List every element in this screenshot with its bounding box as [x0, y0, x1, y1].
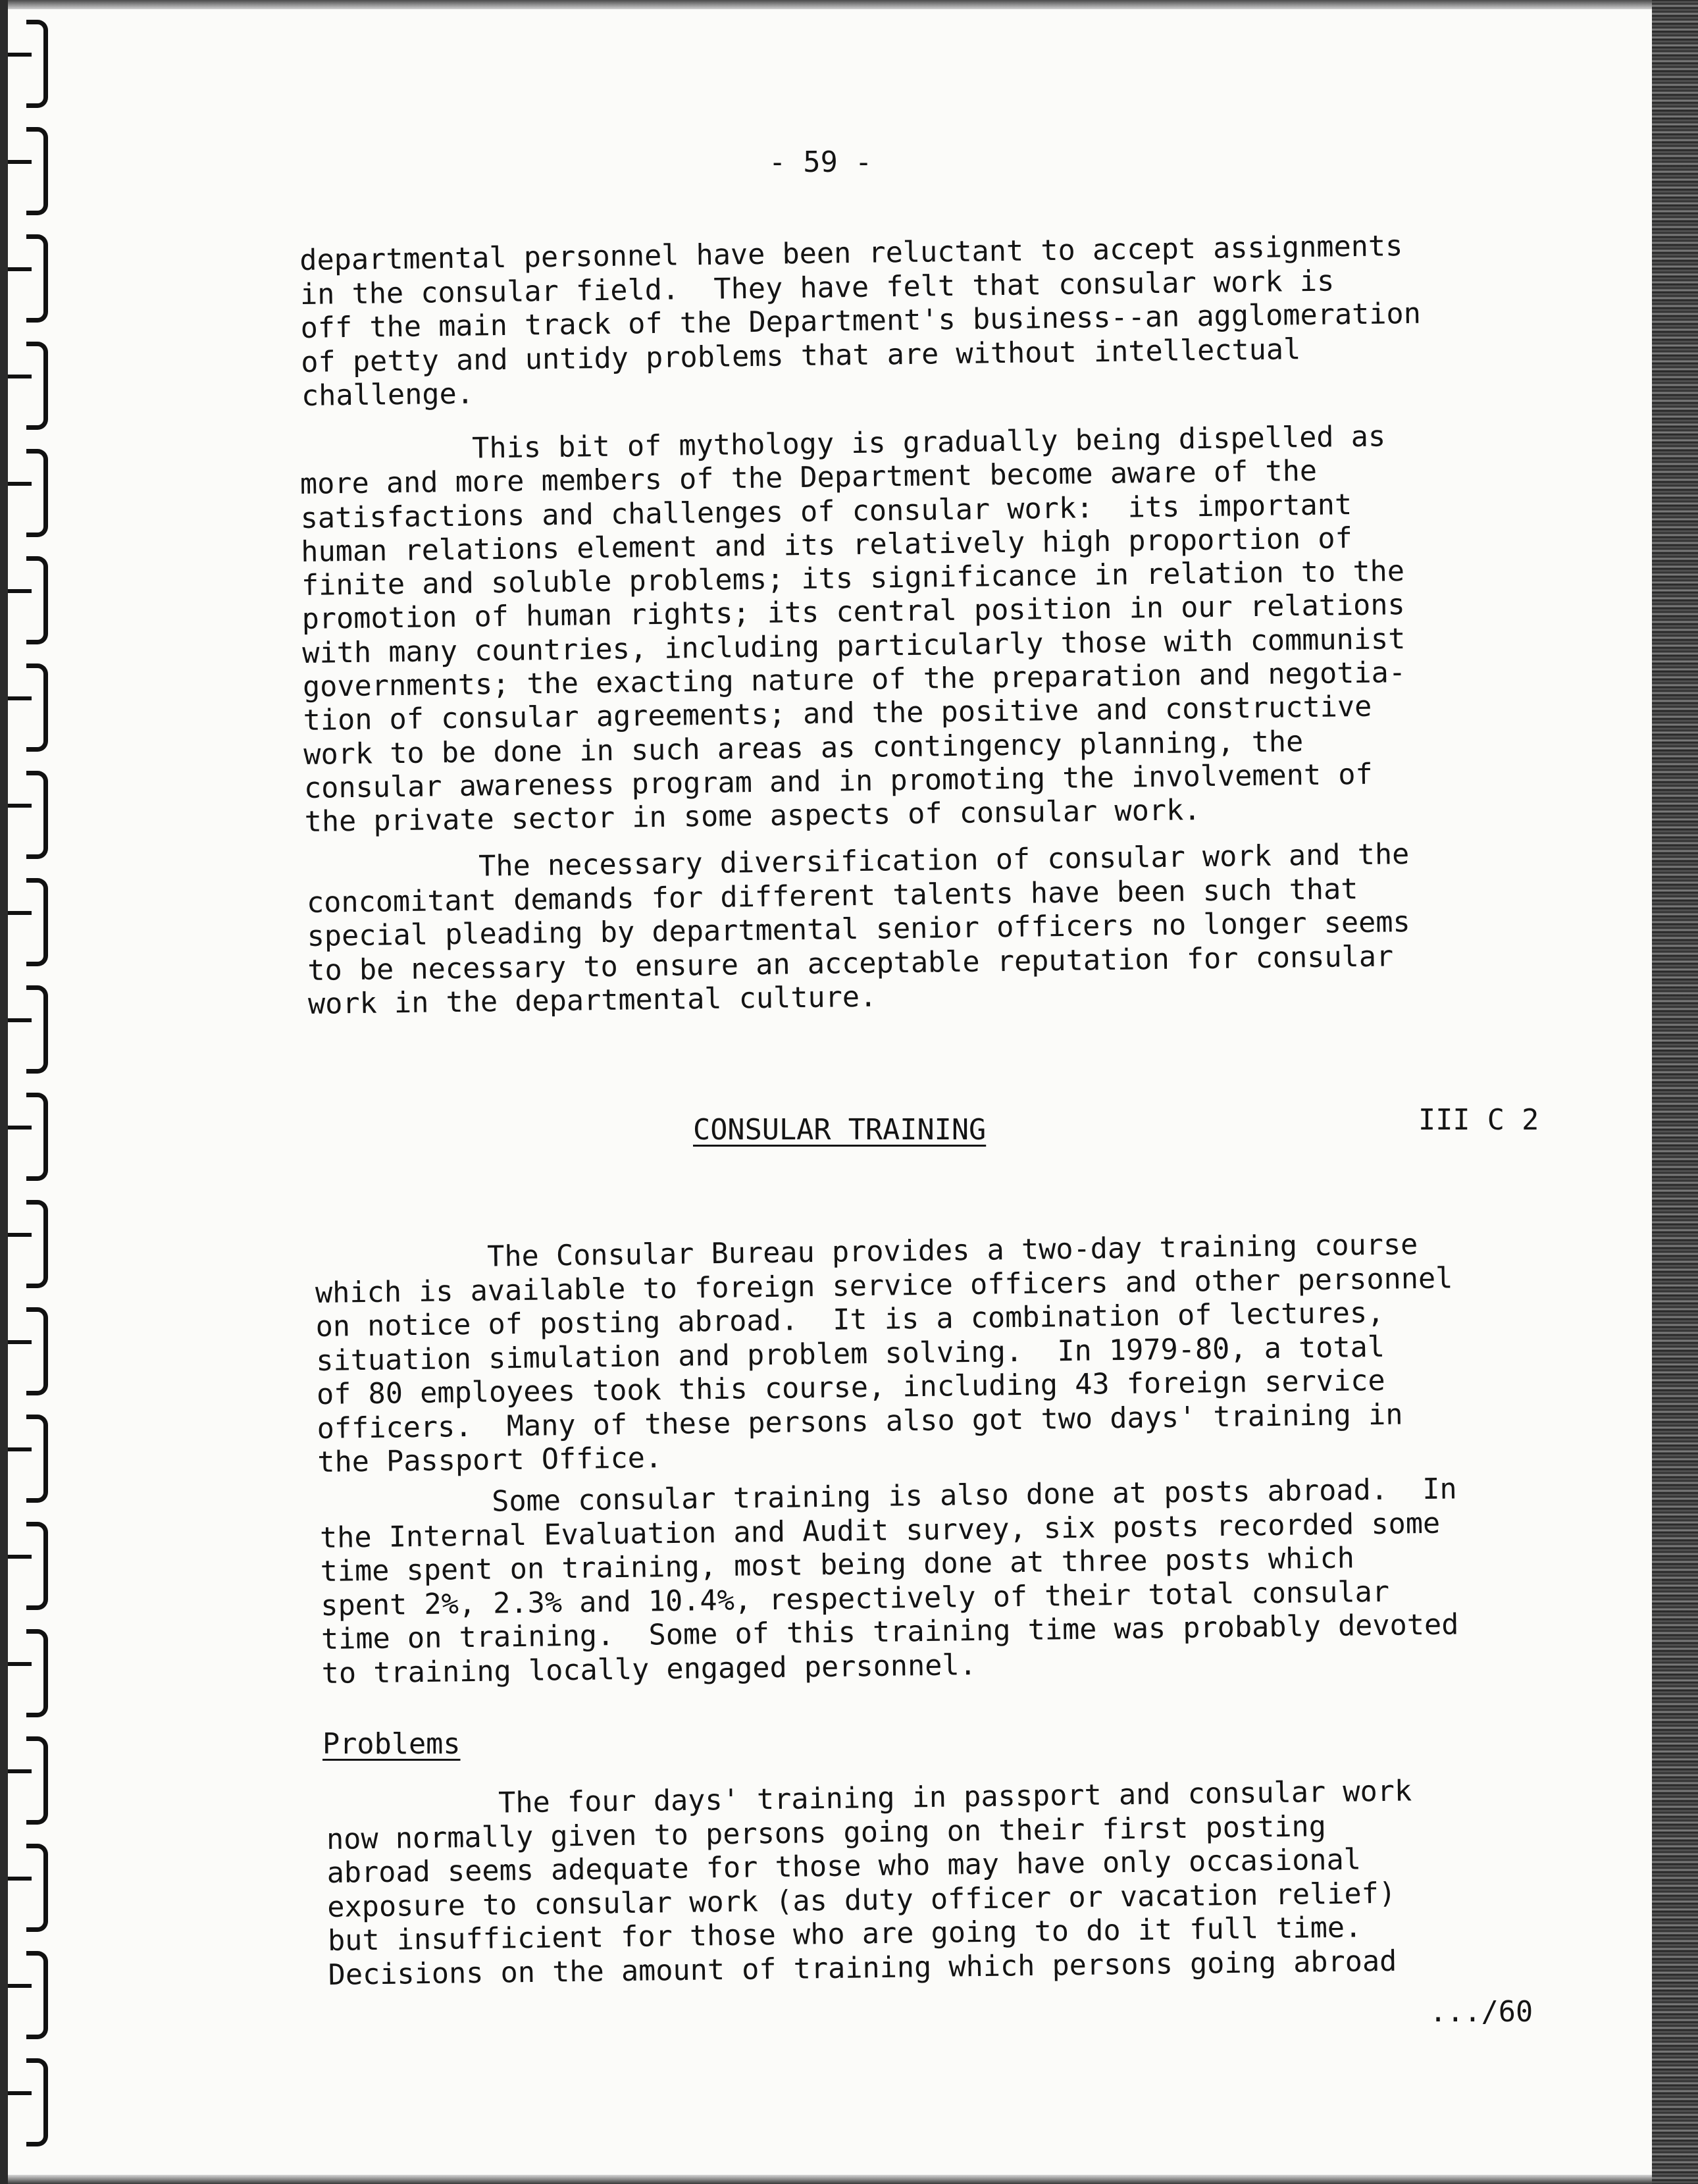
text-line: time spent on training, most being done at three posts which — [320, 1542, 1355, 1588]
section-code: III C 2 — [1418, 1104, 1539, 1137]
binding-ring — [8, 2058, 54, 2144]
text-line: time on training. Some of this training time was probably devoted — [321, 1608, 1459, 1656]
text-line: departmental personnel have been reluctant to accept assignments — [299, 230, 1403, 277]
text-line: concomitant demands for different talents have been such that — [306, 872, 1358, 920]
text-line: work in the departmental culture. — [307, 980, 877, 1021]
text-line: of 80 employees took this course, including 43 foreign service — [316, 1364, 1385, 1411]
text-line: to be necessary to ensure an acceptable reputation for consular — [307, 939, 1394, 987]
binding-ring — [8, 1844, 54, 1929]
paragraph-diversification — [306, 838, 1411, 1022]
binding-ring — [8, 1200, 54, 1286]
paragraph-consular-bureau-course — [315, 1228, 1455, 1480]
text-line: promotion of human rights; its central position in our relations — [301, 588, 1405, 637]
text-line: satisfactions and challenges of consular work: its important — [300, 488, 1352, 535]
text-line: which is available to foreign service officers and other personnel — [315, 1261, 1453, 1310]
section-title: CONSULAR TRAINING — [693, 1114, 987, 1147]
spiral-binding — [8, 20, 61, 2172]
text-line: tion of consular agreements; and the positive and constructive — [303, 690, 1372, 738]
text-line: finite and soluble problems; its significance in relation to the — [301, 555, 1405, 603]
text-line: more and more members of the Department become aware of the — [299, 455, 1318, 502]
text-line: special pleading by departmental senior officers no longer seems — [307, 906, 1410, 953]
binding-ring — [8, 127, 54, 213]
subheading-problems: Problems — [322, 1728, 461, 1761]
binding-ring — [8, 556, 54, 642]
text-line: with many countries, including particularly those with communist — [302, 622, 1406, 670]
binding-ring — [8, 663, 54, 749]
page-number: - 59 - — [769, 146, 873, 179]
binding-ring — [8, 985, 54, 1071]
text-line: but insufficient for those who are going to do it full time. — [327, 1911, 1362, 1958]
text-line: The necessary diversification of consular work and the — [306, 838, 1410, 885]
binding-ring — [8, 1736, 54, 1822]
text-line: the Internal Evaluation and Audit survey, six posts recorded some — [319, 1507, 1441, 1555]
text-line: now normally given to persons going on their first posting — [326, 1809, 1327, 1856]
binding-ring — [8, 771, 54, 856]
binding-ring — [8, 1415, 54, 1500]
binding-ring — [8, 1951, 54, 2037]
text-line: of petty and untidy problems that are without intellectual — [301, 332, 1301, 379]
text-line: the private sector in some aspects of consular work. — [304, 794, 1201, 839]
text-line: spent 2%, 2.3% and 10.4%, respectively of their total consular — [321, 1575, 1390, 1623]
paragraph-training-at-posts — [319, 1472, 1459, 1691]
binding-ring — [8, 878, 54, 964]
text-line: The Consular Bureau provides a two-day training course — [315, 1228, 1418, 1276]
binding-ring — [8, 342, 54, 427]
paragraph-personnel-reluctance — [299, 230, 1422, 414]
text-line: Some consular training is also done at posts abroad. In — [319, 1472, 1458, 1521]
text-line: challenge. — [301, 377, 475, 413]
text-line: consular awareness program and in promoting the involvement of — [303, 758, 1373, 805]
continuation-marker: .../60 — [1429, 1996, 1533, 2029]
binding-ring — [8, 234, 54, 320]
text-line: human relations element and its relatively high proportion of — [301, 521, 1353, 569]
binding-ring — [8, 1629, 54, 1715]
binding-ring — [8, 1093, 54, 1178]
paragraph-problems — [326, 1775, 1414, 1992]
text-line: the Passport Office. — [317, 1442, 663, 1479]
binding-ring — [8, 20, 54, 105]
text-line: abroad seems adequate for those who may have only occasional — [326, 1843, 1362, 1890]
binding-ring — [8, 1307, 54, 1393]
text-line: officers. Many of these persons also got two days' training in — [317, 1397, 1403, 1445]
scan-edge-top — [0, 0, 1698, 9]
binding-ring — [8, 449, 54, 534]
text-line: work to be done in such areas as contingency planning, the — [303, 725, 1304, 771]
scan-edge-bottom — [0, 2175, 1698, 2184]
text-line: situation simulation and problem solving. In 1979-80, a total — [316, 1330, 1385, 1378]
text-line: exposure to consular work (as duty officer or vacation relief) — [327, 1877, 1397, 1924]
text-line: in the consular field. They have felt that consular work is — [299, 264, 1335, 311]
binding-ring — [8, 1522, 54, 1607]
paragraph-mythology-dispelled — [299, 420, 1408, 839]
text-line: governments; the exacting nature of the preparation and negotia- — [302, 656, 1406, 704]
scan-edge-right — [1652, 0, 1698, 2184]
text-line: to training locally engaged personnel. — [321, 1648, 977, 1690]
text-line: This bit of mythology is gradually being dispelled as — [299, 420, 1386, 467]
text-line: on notice of posting abroad. It is a combination of lectures, — [315, 1296, 1385, 1343]
scan-edge-left — [0, 0, 8, 2184]
text-line: off the main track of the Department's business--an agglomeration — [300, 297, 1422, 345]
text-line: The four days' training in passport and consular work — [326, 1775, 1412, 1822]
text-line: Decisions on the amount of training which persons going abroad — [328, 1944, 1397, 1992]
